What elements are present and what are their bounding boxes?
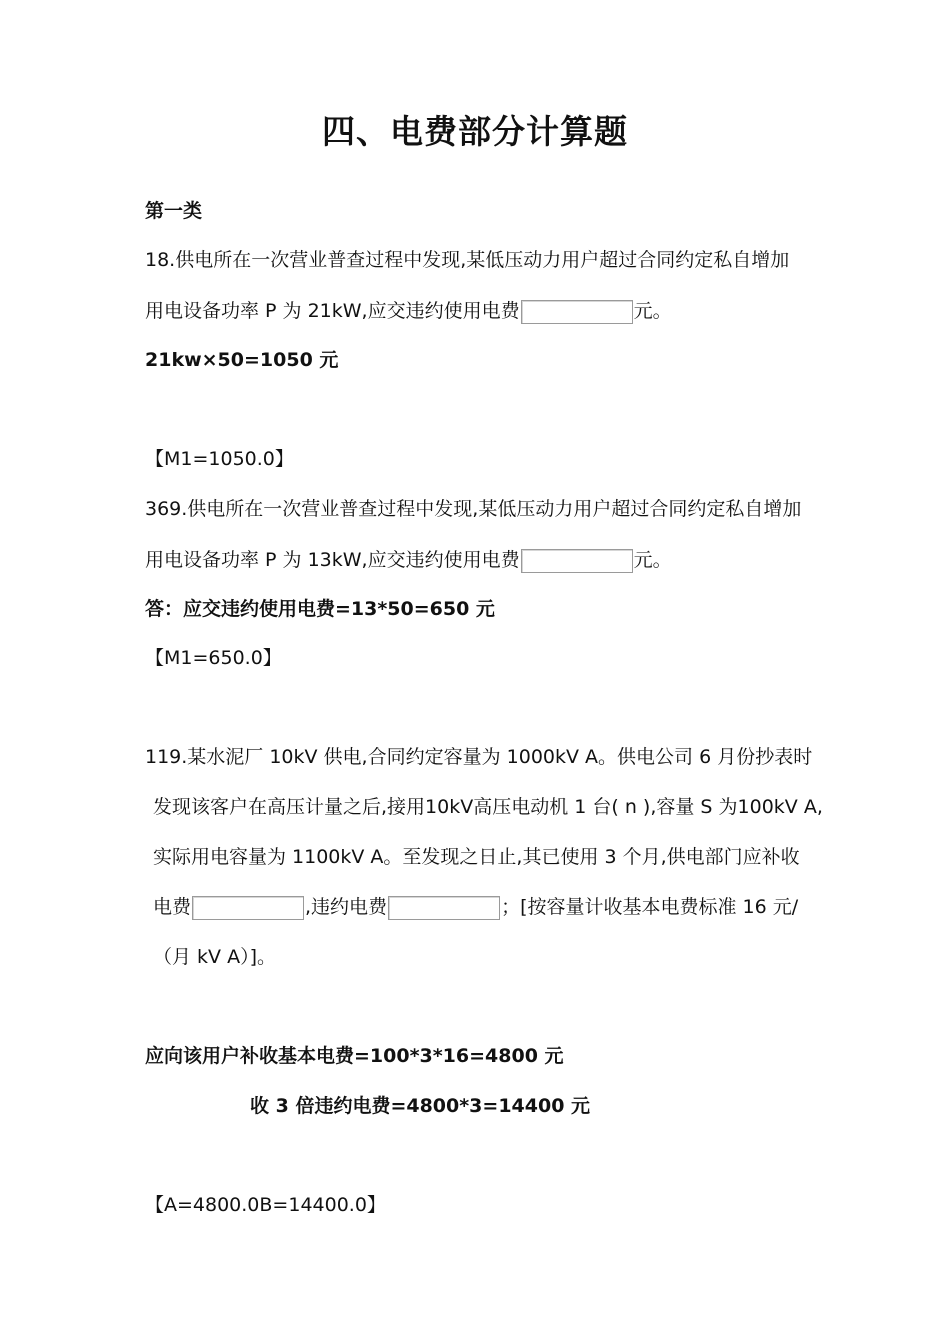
result-18: 【M1=1050.0】 bbox=[145, 448, 294, 470]
question-119-line3: 实际用电容量为 1100kV A。至发现之日止,其已使用 3 个月,供电部门应补收 bbox=[153, 846, 800, 868]
question-369-line2 bbox=[145, 548, 672, 573]
question-369-text: 用电设备功率 P 为 13kW,应交违约使用电费 bbox=[145, 549, 520, 571]
question-119-penalty-label: ,违约电费 bbox=[305, 896, 388, 918]
result-119: 【A=4800.0B=14400.0】 bbox=[145, 1194, 386, 1216]
answer-369: 答：应交违约使用电费=13*50=650 元 bbox=[145, 598, 495, 620]
answer-119-penalty-fee: 收 3 倍违约电费=4800*3=14400 元 bbox=[250, 1095, 591, 1117]
question-119-line1: 119.某水泥厂 10kV 供电,合同约定容量为 1000kV A。供电公司 6 月份抄表时 bbox=[145, 746, 813, 768]
question-18-line1: 18.供电所在一次营业普查过程中发现,某低压动力用户超过合同约定私自增加 bbox=[145, 249, 790, 271]
question-369-line1: 369.供电所在一次营业普查过程中发现,某低压动力用户超过合同约定私自增加 bbox=[145, 498, 802, 520]
question-119-line2: 发现该客户在高压计量之后,接用10kV高压电动机 1 台( n ),容量 S 为100kV A, bbox=[153, 796, 823, 818]
question-119-standard: ；[按容量计收基本电费标准 16 元/ bbox=[501, 896, 799, 918]
page-title: 四、电费部分计算题 bbox=[322, 112, 628, 151]
section-label: 第一类 bbox=[145, 200, 203, 222]
question-119-line5: （月 kV A）]。 bbox=[153, 946, 276, 968]
question-18-line2 bbox=[145, 299, 672, 324]
answer-18: 21kw×50=1050 元 bbox=[145, 349, 339, 371]
result-369: 【M1=650.0】 bbox=[145, 647, 282, 669]
answer-blank-369[interactable] bbox=[521, 549, 633, 573]
answer-blank-119-b[interactable] bbox=[388, 896, 500, 920]
question-119-fee-label: 电费 bbox=[153, 896, 192, 918]
question-369-unit: 元。 bbox=[633, 549, 672, 571]
question-18-text: 用电设备功率 P 为 21kW,应交违约使用电费 bbox=[145, 300, 520, 322]
question-119-line4 bbox=[153, 895, 798, 920]
answer-blank-119-a[interactable] bbox=[192, 896, 304, 920]
question-18-unit: 元。 bbox=[633, 300, 672, 322]
answer-119-basic-fee: 应向该用户补收基本电费=100*3*16=4800 元 bbox=[145, 1045, 564, 1067]
answer-blank-18[interactable] bbox=[521, 300, 633, 324]
